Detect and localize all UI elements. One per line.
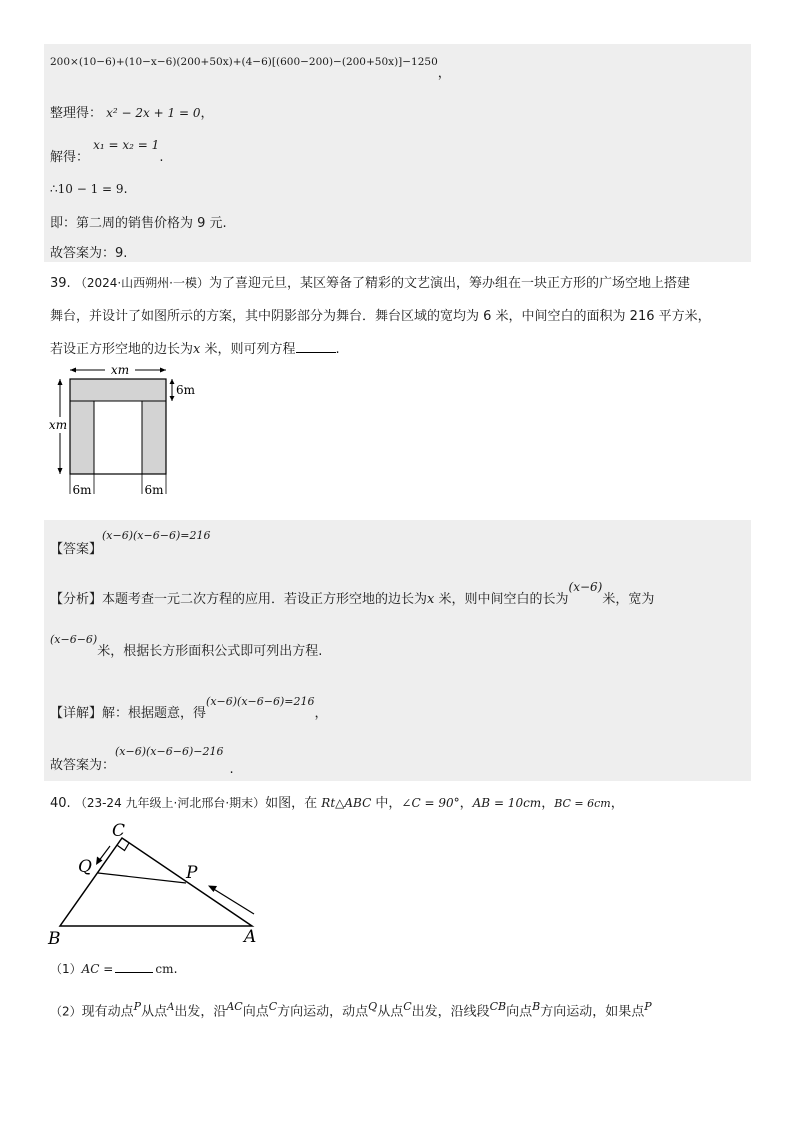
q39-line-1 xyxy=(50,272,690,291)
solve-eq: x₁ = x₂ = 1 xyxy=(93,138,160,152)
simplify-eq: x² − 2x + 1 = 0 xyxy=(106,106,201,120)
q40-part1-line xyxy=(50,960,178,977)
stage-right-leg xyxy=(142,401,166,474)
q40-number: 40. xyxy=(50,796,71,811)
q40-triangle: Rt△ABC xyxy=(321,796,372,810)
part2-t5: 方向运动，动点 xyxy=(277,1004,369,1020)
answer-eq: (x−6)(x−6−6)=216 xyxy=(102,529,211,542)
q39-text-2: 舞台，并设计了如图所示的方案，其中阴影部分为舞台．舞台区域的宽均为 6 米，中间空白的面积为 216 平方米， xyxy=(50,309,711,324)
stage-top-bar xyxy=(70,379,166,401)
part2-t2: 从点 xyxy=(141,1004,168,1020)
analysis-var-x: x xyxy=(427,592,435,607)
analysis-eq-1: (x−6) xyxy=(568,580,603,594)
label-q: Q xyxy=(78,857,92,877)
part2-t6: 从点 xyxy=(377,1004,404,1020)
q39-final-line xyxy=(50,740,234,777)
analysis-text-2b: 米，根据长方形面积公式即可列出方程. xyxy=(97,644,323,659)
q39-text-3b: 米，则可列方程 xyxy=(200,342,296,357)
simplify-end: ， xyxy=(200,106,214,121)
analysis-eq-2: (x−6−6) xyxy=(50,633,98,646)
prev-equation: 200×(10−6)+(10−x−6)(200+50x)+(4−6)[(600−200)−(200+50x)]−1250 xyxy=(50,56,438,68)
q39-text-1: 为了喜迎元旦，某区筹备了精彩的文艺演出，筹办组在一块正方形的广场空地上搭建 xyxy=(209,276,691,291)
part1-blank xyxy=(115,972,153,973)
q40-line-1 xyxy=(50,792,624,811)
part2-b: B xyxy=(532,1000,541,1013)
part2-a: A xyxy=(167,1002,175,1013)
label-p: P xyxy=(186,863,198,883)
detail-label: 【详解】 xyxy=(50,706,103,721)
analysis-label: 【分析】 xyxy=(50,592,103,607)
q39-stage-figure xyxy=(44,362,214,500)
triangle-abc xyxy=(60,838,252,926)
prev-conclusion-line xyxy=(50,212,227,231)
q39-top-label: xm xyxy=(110,363,130,377)
solve-end: . xyxy=(159,150,164,165)
q40-text-b: 中， xyxy=(371,796,402,811)
q40-sep1: ， xyxy=(459,796,473,811)
q40-sep3: ， xyxy=(610,796,624,811)
part2-ac: AC xyxy=(226,1000,243,1013)
prev-simplify-line xyxy=(50,102,213,121)
part2-p2: P xyxy=(644,1000,652,1013)
q40-text-a: 如图，在 xyxy=(265,796,322,811)
conclusion-text: 即：第二周的销售价格为 9 元. xyxy=(50,216,227,231)
q39-source: （2024·山西朔州·一模） xyxy=(74,276,209,290)
q40-sep2: ， xyxy=(541,796,555,811)
prev-equation-line xyxy=(50,50,451,81)
part2-t7: 出发，沿线段 xyxy=(411,1004,490,1020)
prev-therefore-line xyxy=(50,182,128,197)
q39-answer-blank xyxy=(296,352,336,353)
q40-bc: BC = 6cm xyxy=(554,797,611,810)
therefore-end: . xyxy=(123,182,128,197)
simplify-label: 整理得： xyxy=(50,106,103,121)
label-c: C xyxy=(112,821,126,841)
part2-p: P xyxy=(133,1000,142,1013)
analysis-text-1c: 米，宽为 xyxy=(602,592,655,607)
analysis-text-1b: 米，则中间空白的长为 xyxy=(434,592,569,607)
prev-solve-line xyxy=(50,138,164,165)
part2-c2: C xyxy=(403,1000,412,1013)
q40-ab: AB = 10cm xyxy=(472,796,542,810)
detail-eq: (x−6)(x−6−6)=216 xyxy=(206,695,315,708)
label-b: B xyxy=(48,929,61,949)
q40-part2-line xyxy=(50,1000,652,1019)
part1-num: （1） xyxy=(50,962,82,976)
part2-t1: 现有动点 xyxy=(81,1004,134,1020)
part2-t4: 向点 xyxy=(242,1004,269,1020)
part2-c: C xyxy=(268,1000,278,1013)
q39-left-label: xm xyxy=(48,418,68,432)
stage-left-leg xyxy=(70,401,94,474)
part2-t9: 方向运动，如果点 xyxy=(540,1004,645,1020)
detail-end: ， xyxy=(314,706,328,721)
q39-detail-line xyxy=(50,690,328,721)
q40-source: （23-24 九年级上·河北邢台·期末） xyxy=(74,796,266,810)
therefore-eq: ∴10 − 1 = 9 xyxy=(50,182,124,196)
part2-t3: 出发，沿 xyxy=(174,1004,227,1020)
answer-label: 【答案】 xyxy=(50,542,103,557)
part2-cb: CB xyxy=(489,1000,507,1013)
label-a: A xyxy=(244,927,257,947)
part1-var: AC = xyxy=(81,962,114,976)
final-end: . xyxy=(229,762,234,777)
analysis-text-1a: 本题考查一元二次方程的应用．若设正方形空地的边长为 xyxy=(102,592,428,607)
q39-answer-line xyxy=(50,524,211,557)
part1-unit: cm xyxy=(155,962,174,976)
prev-equation-end: ， xyxy=(437,66,451,81)
q40-angle: ∠C = 90° xyxy=(401,796,460,810)
final-label: 故答案为： xyxy=(50,758,116,773)
q39-number: 39. xyxy=(50,276,71,291)
q39-right-label: 6m xyxy=(176,383,196,397)
q39-bottom-right-label: 6m xyxy=(144,483,164,497)
q39-text-3a: 若设正方形空地的边长为 xyxy=(50,342,194,357)
q39-text-3end: . xyxy=(335,342,340,357)
part2-num: （2） xyxy=(50,1004,82,1019)
right-angle-mark xyxy=(118,843,130,851)
arrow-p xyxy=(212,888,254,914)
detail-text: 解：根据题意，得 xyxy=(102,706,207,721)
prev-final-answer-line xyxy=(50,242,127,261)
q39-var-x: x xyxy=(193,342,201,357)
part2-t8: 向点 xyxy=(506,1004,533,1020)
q39-line-2 xyxy=(50,305,711,324)
final-eq: (x−6)(x−6−6)−216 xyxy=(115,745,224,758)
solve-label: 解得： xyxy=(50,150,90,165)
segment-qp xyxy=(98,873,186,883)
q40-triangle-figure xyxy=(44,818,274,950)
q39-analysis-line-1 xyxy=(50,576,655,607)
final-answer-text: 故答案为：9. xyxy=(50,246,128,261)
q39-bottom-left-label: 6m xyxy=(72,483,92,497)
part1-end: . xyxy=(173,962,178,977)
part2-q: Q xyxy=(368,1000,378,1013)
q39-analysis-line-2 xyxy=(50,633,323,659)
q39-line-3 xyxy=(50,338,340,357)
